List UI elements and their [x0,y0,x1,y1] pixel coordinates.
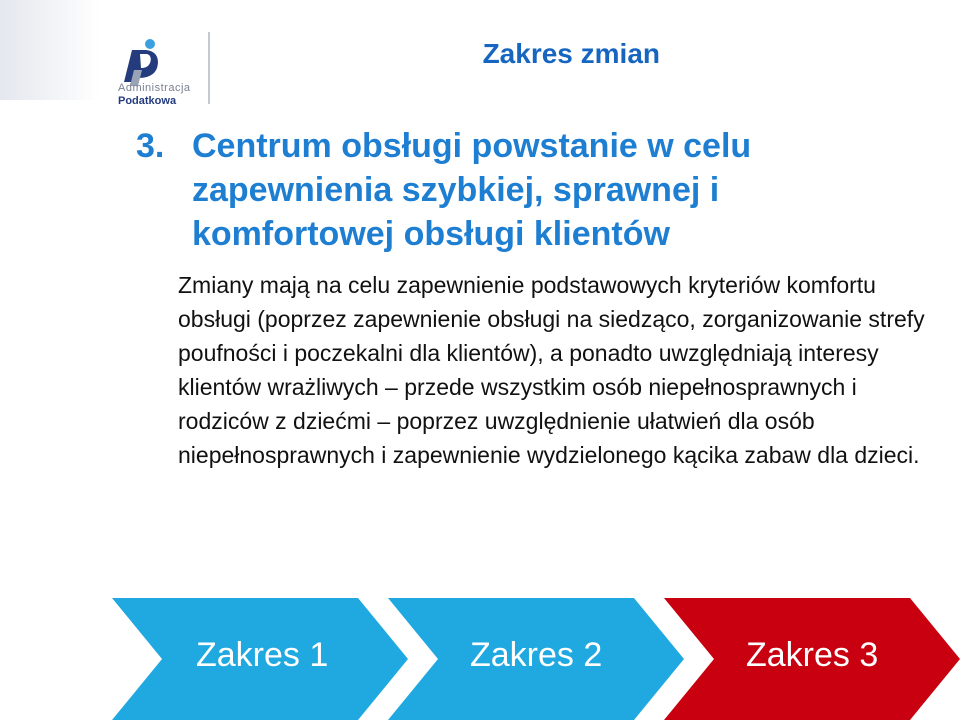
logo-line-1: Administracja [118,82,191,94]
step-1-label[interactable]: Zakres 1 [196,636,329,674]
step-2-label[interactable]: Zakres 2 [470,636,603,674]
logo-wordmark [118,82,191,108]
slide-title: Zakres zmian [482,38,660,69]
logo-divider [208,32,210,104]
heading-text: Centrum obsługi powstanie w celu zapewnienia szybkiej, sprawnej i komfortowej obsługi klientów [192,127,752,253]
logo-line-2: Podatkowa [118,95,177,107]
header-gradient [0,0,100,100]
heading-number: 3. [136,127,165,165]
section-heading [136,124,856,256]
step-3-label[interactable]: Zakres 3 [746,636,879,674]
body-paragraph: Zmiany mają na celu zapewnienie podstawowych kryteriów komfortu obsługi (poprzez zapewnienie obsługi na siedząco, zorganizowanie strefy poufności i poczekalni dla klientów), a ponadto uwzględniają interesy klientów wrażliwych – przede wszystkim osób niepełnosprawnych i rodziców z dziećmi – poprzez uwzględnienie ułatwień dla osób niepełnosprawnych i zapewnienie wydzielonego kącika zabaw dla dzieci. [178,272,925,468]
